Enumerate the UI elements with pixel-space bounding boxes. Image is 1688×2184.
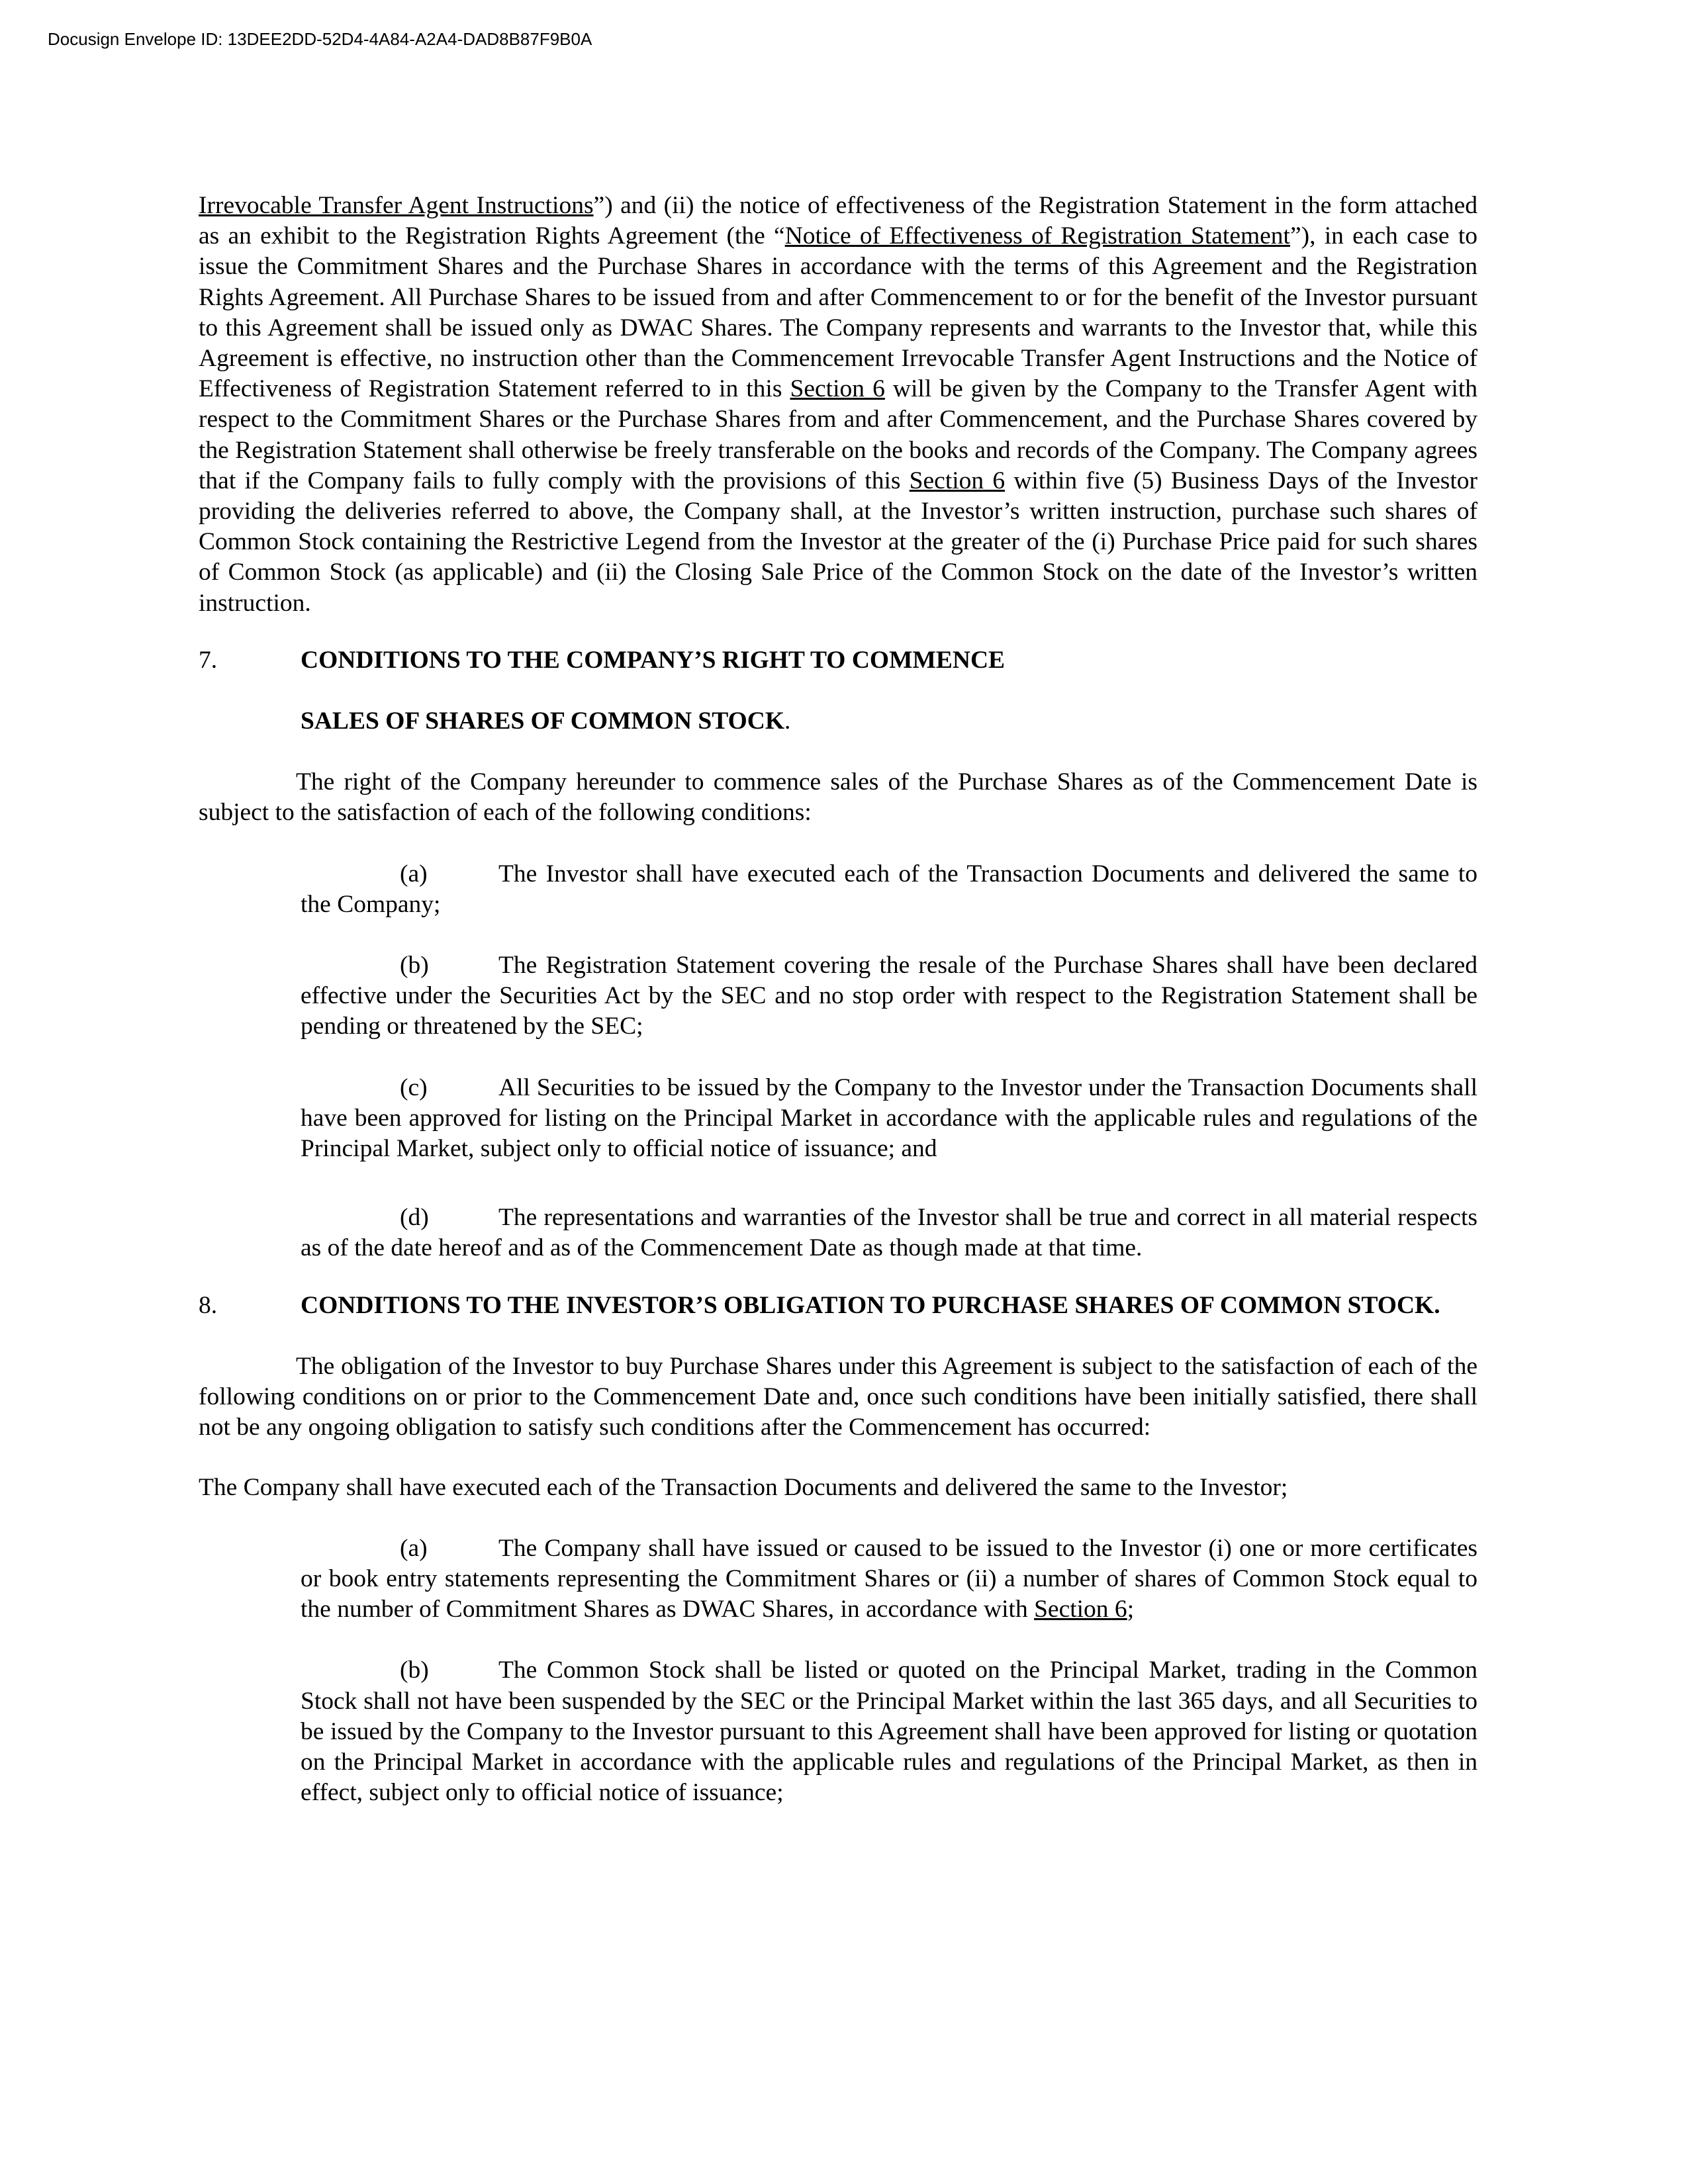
item-label: (b) (400, 1657, 429, 1684)
section-7-heading (199, 645, 1477, 676)
section-7-item-a (301, 859, 1477, 920)
section-7-item-c (301, 1073, 1477, 1165)
item-label: (d) (400, 1204, 429, 1232)
item-text: The Common Stock shall be listed or quoted on the Principal Market, trading in the Common Stock shall not have been suspended by the SEC or the Principal Market within the last 365 days, and all Securities to be issued by the Company to the Investor pursuant to this Agreement shall have been approved for listing or quotation on the Principal Market in accordance with the applicable rules and regulations of the Principal Market, as then in effect, subject only to official notice of issuance; (301, 1657, 1477, 1807)
section-7-heading-continued (199, 706, 1477, 737)
item-text: The Registration Statement covering the resale of the Purchase Shares shall have been declared effective under the Securities Act by the SEC and no stop order with respect to the Registration Statement shall be pending or threatened by the SEC; (301, 952, 1477, 1040)
item-text: All Securities to be issued by the Company to the Investor under the Transaction Documents shall have been approved for listing on the Principal Market in accordance with the applicable rules and regulations of the Principal Market, subject only to official notice of issuance; and (301, 1073, 1477, 1163)
item-label: (c) (400, 1073, 428, 1101)
section-8-intro: The obligation of the Investor to buy Purchase Shares under this Agreement is subject to the satisfaction of each of the following conditions on or prior to the Commencement Date and, once such conditions have been initially satisfied, there shall not be any ongoing obligation to satisfy such conditions after the Commencement has occurred: (199, 1352, 1477, 1441)
paragraph-text: ”) and (ii) the notice of effectiveness of the Registration Statement in the form attached as an exhibit to the Registration Rights Agreement (the “ (199, 192, 1478, 250)
item-text: The Company shall have issued or caused to be issued to the Investor (i) one or more certificates or book entry statements representing the Commitment Shares or (ii) a number of shares of Common Stock equal to the number of Commitment Shares as DWAC Shares, in accordance with (301, 1534, 1477, 1623)
section-8-item-b (301, 1655, 1477, 1808)
paragraph-text: will be given by the Company to the Transfer Agent with respect to the Commitment Shares or the Purchase Shares from and after Commencement, and the Purchase Shares covered by the Registration Statement shall otherwise be freely transferable on the books and records of the Company. The Company agrees that if the Company fails to fully comply with the provisions of this (199, 375, 1478, 494)
section-8-heading (199, 1291, 1477, 1321)
section-title: SALES OF SHARES OF COMMON STOCK (301, 707, 785, 735)
paragraph-text: within five (5) Business Days of the Investor providing the deliveries referred to above, the Company shall, at the Investor’s written instruction, purchase such shares of Common Stock containing the Restrictive Legend from the Investor at the greater of the (i) Purchase Price paid for such shares of Common Stock (as applicable) and (ii) the Closing Sale Price of the Common Stock on the date of the Investor’s written instruction. (199, 467, 1477, 617)
defined-term-notice-of-effectiveness: Notice of Effectiveness of Registration Statement (784, 222, 1290, 250)
section-6-reference: Section 6 (1034, 1596, 1127, 1623)
section-6-reference: Section 6 (790, 375, 885, 403)
docusign-envelope-id: Docusign Envelope ID: 13DEE2DD-52D4-4A84-A2A4-DAD8B87F9B0A (48, 29, 592, 49)
section-6-reference: Section 6 (909, 467, 1006, 494)
continuation-paragraph (199, 191, 1477, 619)
paragraph-text: ”), in each case to issue the Commitment Shares and the Purchase Shares in accordance with the terms of this Agreement and the Registration Rights Agreement. All Purchase Shares to be issued from and after Commencement to or for the benefit of the Investor pursuant to this Agreement shall be issued only as DWAC Shares. The Company represents and warrants to the Investor that, while this Agreement is effective, no instruction other than the Commencement Irrevocable Transfer Agent Instructions and the Notice of Effectiveness of Registration Statement referred to in this (199, 222, 1477, 403)
section-title: CONDITIONS TO THE INVESTOR’S OBLIGATION TO PURCHASE SHARES OF COMMON STOCK. (301, 1291, 1440, 1319)
section-7-item-d (301, 1203, 1477, 1263)
item-label: (a) (400, 1534, 428, 1562)
section-7-item-b (301, 950, 1477, 1042)
section-number: 7. (199, 646, 218, 674)
section-8-item-a (301, 1533, 1477, 1625)
item-text: The Investor shall have executed each of the Transaction Documents and delivered the same to the Company; (301, 860, 1477, 918)
section-7-intro: The right of the Company hereunder to commence sales of the Purchase Shares as of the Commencement Date is subject to the satisfaction of each of the following conditions: (199, 768, 1477, 827)
section-title: CONDITIONS TO THE COMPANY’S RIGHT TO COMMENCE (301, 646, 1006, 674)
item-text-end: ; (1127, 1596, 1135, 1623)
item-text: The representations and warranties of the Investor shall be true and correct in all material respects as of the date hereof and as of the Commencement Date as though made at that time. (301, 1204, 1477, 1262)
document-body (199, 191, 1477, 1808)
item-label: (a) (400, 860, 428, 887)
item-label: (b) (400, 952, 429, 979)
defined-term-irrevocable-transfer-agent-instructions: Irrevocable Transfer Agent Instructions (199, 192, 594, 219)
section-number: 8. (199, 1291, 218, 1319)
section-title-period: . (784, 707, 791, 735)
section-8-plain-condition: The Company shall have executed each of the Transaction Documents and delivered the same to the Investor; (199, 1473, 1288, 1501)
